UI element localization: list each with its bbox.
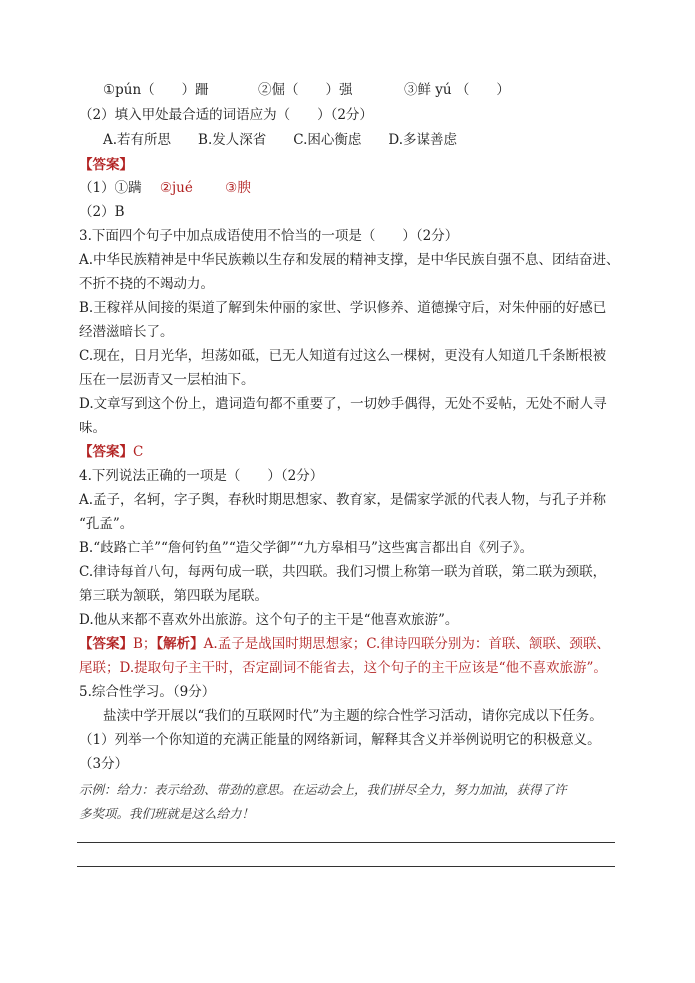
q4-option-c-line1: C.律诗每首八句，每两句成一联，共四联。我们习惯上称第一联为首联，第二联为颈联， [79, 564, 607, 580]
q2-answer-1b: ②jué [159, 180, 193, 196]
q4-option-c-line2: 第三联为颔联，第四联为尾联。 [79, 588, 268, 604]
q3-option-a-line1: A.中华民族精神是中华民族赖以生存和发展的精神支撑，是中华民族自强不息、团结奋进、 [79, 252, 620, 268]
q2-item-3: ③鲜 yú （ ） [404, 82, 510, 98]
q3-option-b-line1: B.王稼祥从间接的渠道了解到朱仲丽的家世、学识修养、道德操守后，对朱仲丽的好感已 [79, 300, 607, 316]
q4-analysis-line1: A.孟子是战国时期思想家；C.律诗四联分别为：首联、颔联、颈联、 [203, 636, 610, 652]
q3-option-a-line2: 不折不挠的不竭动力。 [79, 276, 214, 292]
q5-example-line1: 示例：给力：表示给劲、带劲的意思。在运动会上，我们拼尽全力，努力加油，获得了许 [79, 782, 567, 797]
q2-answer-1a: （1）①蹒 [79, 180, 142, 196]
q2-sub2-stem: （2）填入甲处最合适的词语应为（ ）（2分） [79, 107, 373, 123]
q5-intro: 盐渎中学开展以“我们的互联网时代”为主题的综合性学习活动，请你完成以下任务。 [103, 708, 603, 724]
q2-sub2-options: A.若有所思 B.发人深省 C.困心衡虑 D.多谋善虑 [103, 132, 458, 148]
answer-rule-2[interactable] [77, 866, 615, 867]
q5-example-line2: 多奖项。我们班就是这么给力！ [79, 806, 255, 821]
q2-item-1: ①pún（ ）跚 [103, 82, 209, 98]
q4-option-d: D.他从来都不喜欢外出旅游。这个句子的主干是“他喜欢旅游”。 [79, 612, 459, 628]
q5-sub1-line1: （1）列举一个你知道的充满正能量的网络新词，解释其含义并举例说明它的积极意义。 [79, 732, 601, 748]
q4-analysis-line2: 尾联；D.提取句子主干时，否定副词不能省去，这个句子的主干应该是“他不喜欢旅游”。 [79, 660, 607, 676]
q4-option-a-line1: A.孟子，名轲，字子舆，春秋时期思想家、教育家，是儒家学派的代表人物，与孔子并称 [79, 492, 607, 508]
q3-option-d-line2: 味。 [79, 420, 106, 436]
q2-item-2: ②倔（ ）强 [258, 82, 353, 98]
q4-answer [79, 634, 610, 654]
q2-answer-2: （2）B [79, 204, 125, 220]
q4-option-b: B.“歧路亡羊”“詹何钓鱼”“造父学御”“九方皋相马”这些寓言都出自《列子》。 [79, 540, 534, 556]
answer-rule-1[interactable] [77, 842, 615, 843]
q4-answer-value: B； [133, 636, 157, 652]
q5-stem: 5.综合性学习。（9分） [79, 684, 216, 700]
q3-stem: 3.下面四个句子中加点成语使用不恰当的一项是（ ）（2分） [79, 228, 459, 244]
q3-option-d-line1: D.文章写到这个份上，遣词造句都不重要了，一切妙手偶得，无处不妥帖，无处不耐人寻 [79, 396, 607, 412]
q3-option-c-line1: C.现在，日月光华，坦荡如砥，已无人知道有过这么一棵树，更没有人知道几千条断根被 [79, 348, 607, 364]
q4-answer-label: 【答案】 [79, 636, 133, 652]
q4-option-a-line2: “孔孟”。 [79, 516, 134, 532]
q3-option-c-line2: 压在一层沥青又一层柏油下。 [79, 372, 255, 388]
q3-answer-label: 【答案】 [79, 444, 133, 460]
q2-answer-1c: ③腴 [225, 180, 251, 196]
answer-label: 【答案】 [79, 157, 133, 173]
q3-answer [79, 442, 143, 462]
q3-option-b-line2: 经潜滋暗长了。 [79, 324, 174, 340]
q3-answer-value: C [133, 444, 144, 460]
q5-sub1-line2: （3分） [79, 756, 129, 772]
q2-answer-1 [79, 178, 251, 198]
q4-stem: 4.下列说法正确的一项是（ ）（2分） [79, 468, 324, 484]
q4-analysis-label: 【解析】 [156, 636, 204, 652]
